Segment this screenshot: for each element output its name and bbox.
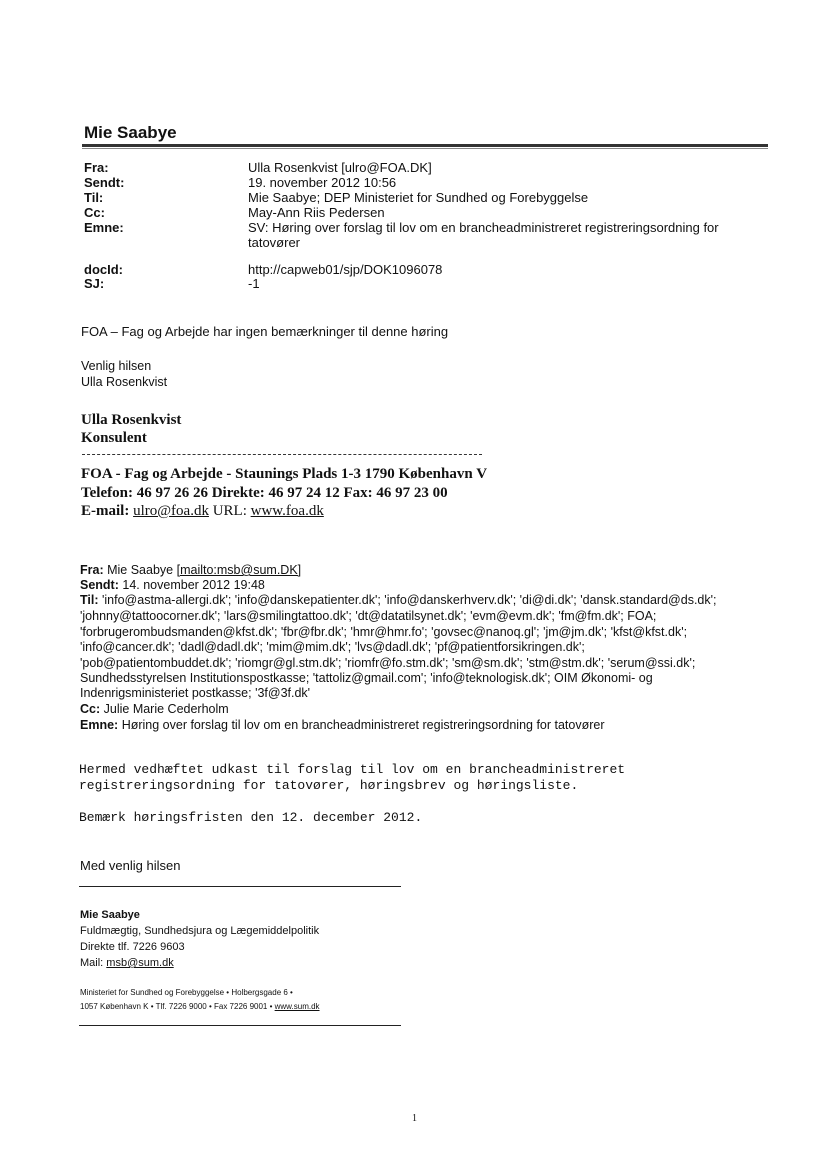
- fwd-sent-line: [80, 578, 770, 594]
- signature-divider: [82, 454, 482, 455]
- sj-label: SJ:: [84, 276, 105, 291]
- signature-org: FOA - Fag og Arbejde - Staunings Plads 1-3 1790 København V: [81, 466, 488, 482]
- fwd-to-line-3: 'forbrugerombudsmanden@kfst.dk'; 'fbr@fbr.dk'; 'hmr@hmr.fo'; 'govsec@nanoq.gl'; 'jm@jm.dk'; 'kfst@kfst.dk';: [80, 625, 688, 639]
- subject-label: Emne:: [84, 220, 124, 235]
- sent-label: Sendt:: [84, 175, 125, 190]
- ministry-mail-link[interactable]: msb@sum.dk: [106, 957, 174, 969]
- title-divider-thin: [82, 148, 768, 149]
- reply-greeting: Venlig hilsen: [81, 359, 152, 373]
- ministry-sig-phone: Direkte tlf. 7226 9603: [80, 941, 185, 953]
- fwd-to-value: 'info@astma-allergi.dk'; 'info@danskepatienter.dk'; 'info@danskerhverv.dk'; 'di@di.dk'; 'dansk.standard@ds.dk';: [102, 593, 717, 607]
- subject-value-line1: SV: Høring over forslag til lov om en brancheadministreret registreringsordning for: [248, 220, 719, 235]
- ministry-sig-name: Mie Saabye: [80, 909, 140, 921]
- signature-role: Konsulent: [81, 430, 147, 446]
- ministry-website-link[interactable]: www.sum.dk: [274, 1002, 320, 1011]
- reply-body: FOA – Fag og Arbejde har ingen bemærkninger til denne høring: [81, 324, 449, 339]
- from-value: Ulla Rosenkvist [ulro@FOA.DK]: [248, 160, 432, 175]
- fwd-to-line-4: 'info@cancer.dk'; 'dadl@dadl.dk'; 'mim@mim.dk'; 'lvs@dadl.dk'; 'pf@patientforsikringen.dk';: [80, 640, 585, 654]
- cc-label: Cc:: [84, 205, 105, 220]
- message-line-1: Hermed vedhæftet udkast til forslag til lov om en brancheadministreret: [79, 762, 626, 777]
- footer-rule: [79, 1025, 401, 1026]
- cc-value: May-Ann Riis Pedersen: [248, 205, 385, 220]
- fwd-subject-value: Høring over forslag til lov om en brancheadministreret registreringsordning for tatovører: [121, 718, 605, 732]
- fwd-cc-line: [80, 702, 770, 718]
- fwd-from-line: [80, 563, 770, 579]
- subject-value-line2: tatovører: [248, 235, 301, 250]
- from-label: Fra:: [84, 160, 109, 175]
- fwd-mailto-link[interactable]: [mailto:msb@sum.DK]: [176, 563, 302, 577]
- fwd-subject-line: [80, 718, 770, 734]
- reply-greeting-name: Ulla Rosenkvist: [81, 375, 168, 389]
- ministry-sig-title: Fuldmægtig, Sundhedsjura og Lægemiddelpolitik: [80, 925, 320, 937]
- fwd-to-line-5: 'pob@patientombuddet.dk'; 'riomgr@gl.stm.dk'; 'riomfr@fo.stm.dk'; 'sm@sm.dk'; 'stm@stm.dk'; 'serum@ssi.dk';: [80, 656, 696, 670]
- signature-name: Ulla Rosenkvist: [81, 412, 182, 428]
- page-title: Mie Saabye: [84, 123, 177, 142]
- url-link[interactable]: www.foa.dk: [250, 503, 324, 519]
- sj-value: -1: [248, 276, 260, 291]
- email-label: E-mail:: [81, 503, 130, 519]
- ministry-address-line-2: [80, 1002, 320, 1011]
- signature-rule: [79, 886, 401, 887]
- fwd-from-label: Fra:: [80, 563, 104, 577]
- message-line-3: Bemærk høringsfristen den 12. december 2012.: [79, 810, 423, 825]
- docid-value: http://capweb01/sjp/DOK1096078: [248, 262, 443, 277]
- email-link[interactable]: ulro@foa.dk: [133, 503, 209, 519]
- ministry-address-line-1: Ministeriet for Sundhed og Forebyggelse • Holbergsgade 6 •: [80, 988, 293, 997]
- to-value: Mie Saabye; DEP Ministeriet for Sundhed og Forebyggelse: [248, 190, 589, 205]
- fwd-cc-label: Cc:: [80, 702, 101, 716]
- title-divider: [82, 144, 768, 147]
- to-label: Til:: [84, 190, 104, 205]
- ministry-sig-mail: [80, 957, 174, 969]
- fwd-to-line-2: 'johnny@tattoocorner.dk'; 'lars@smilingtattoo.dk'; 'dt@datatilsynet.dk'; 'evm@evm.dk'; 'fm@fm.dk'; FOA;: [80, 609, 657, 623]
- url-label: URL:: [212, 503, 247, 519]
- fwd-to-label: Til:: [80, 593, 99, 607]
- fwd-sent-value: 14. november 2012 19:48: [122, 578, 265, 592]
- docid-label: docId:: [84, 262, 123, 277]
- fwd-from-value: Mie Saabye: [107, 563, 174, 577]
- fwd-to-line-6: Sundhedsstyrelsen Institutionspostkasse; 'tattoliz@gmail.com'; 'info@teknologisk.dk'; OIM Økonomi- og: [80, 671, 653, 685]
- ministry-mail-label: Mail:: [80, 957, 104, 969]
- page-number: 1: [412, 1113, 417, 1124]
- ministry-address-prefix: 1057 København K • Tlf. 7226 9000 • Fax 7226 9001 •: [80, 1002, 273, 1011]
- signature-contact: [81, 503, 324, 520]
- fwd-subject-label: Emne:: [80, 718, 119, 732]
- signature-phone: Telefon: 46 97 26 26 Direkte: 46 97 24 12 Fax: 46 97 23 00: [81, 485, 448, 501]
- sent-value: 19. november 2012 10:56: [248, 175, 397, 190]
- fwd-to-line-7: Indenrigsministeriet postkasse; '3f@3f.dk': [80, 686, 311, 700]
- fwd-to-line-1: [80, 593, 770, 609]
- message-closing: Med venlig hilsen: [80, 858, 181, 873]
- fwd-cc-value: Julie Marie Cederholm: [103, 702, 229, 716]
- fwd-sent-label: Sendt:: [80, 578, 119, 592]
- message-line-2: registreringsordning for tatovører, høringsbrev og høringsliste.: [79, 778, 579, 793]
